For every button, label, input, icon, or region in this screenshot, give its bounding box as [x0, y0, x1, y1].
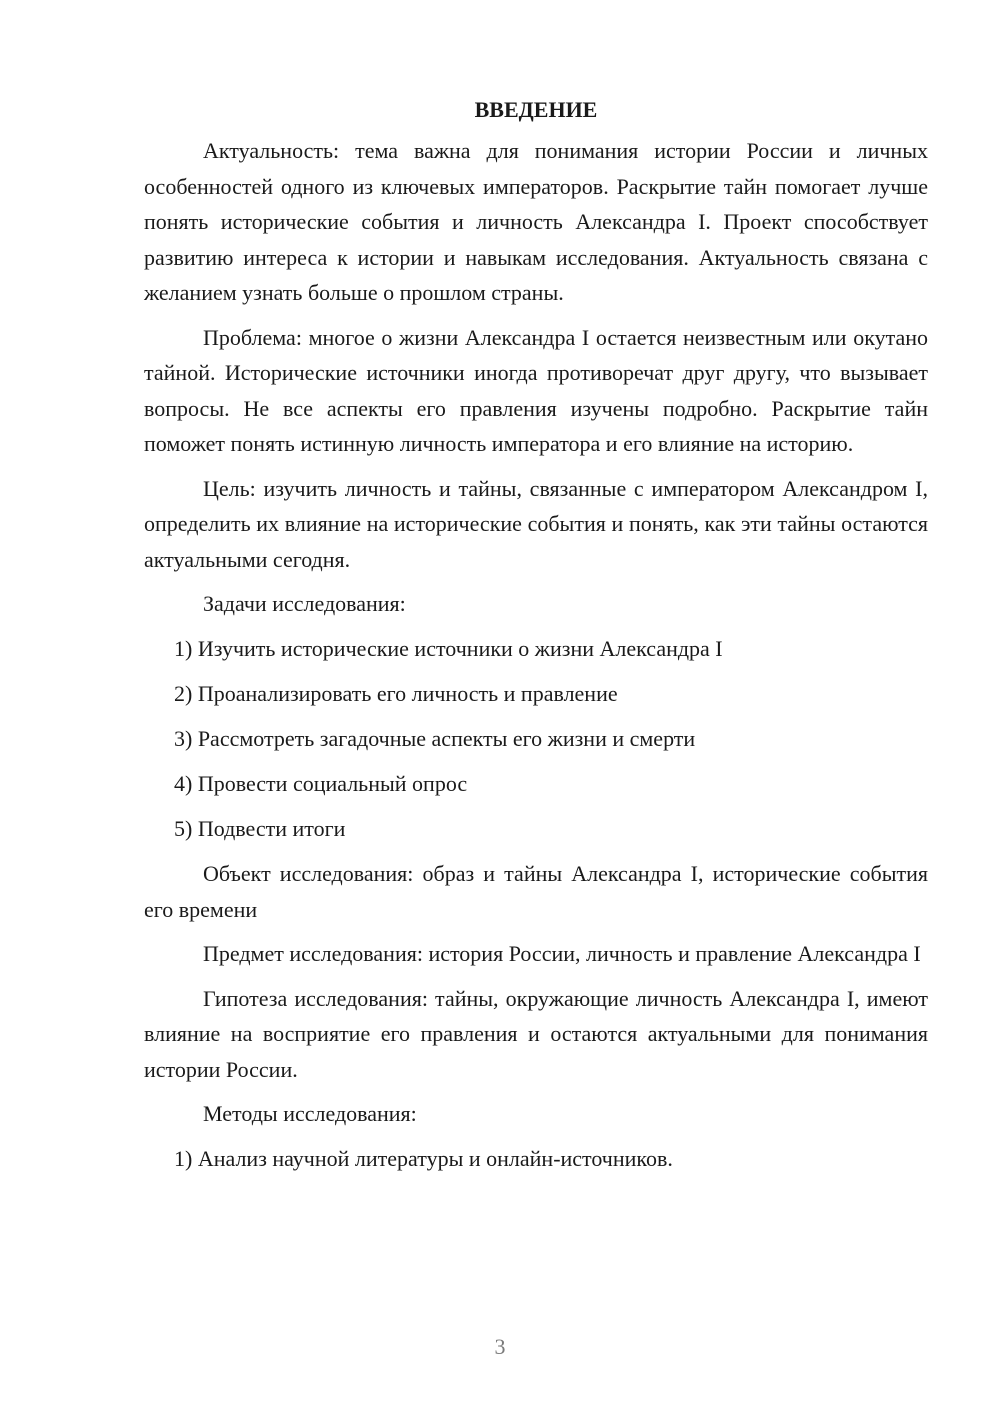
method-item: 1) Анализ научной литературы и онлайн-источников.	[174, 1146, 673, 1171]
methods-list	[144, 1141, 928, 1177]
tasks-list	[144, 631, 928, 847]
task-item: 4) Провести социальный опрос	[174, 771, 468, 796]
goal-paragraph: Цель: изучить личность и тайны, связанные с императором Александром I, определить их влияние на исторические события и понять, как эти тайны остаются актуальными сегодня.	[144, 475, 928, 572]
relevance-paragraph: Актуальность: тема важна для понимания истории России и личных особенностей одного из ключевых императоров. Раскрытие тайн помогает лучше понять исторические события и личность Александра I. Проект способствует развитию интереса к истории и навыкам исследования. Актуальность связана с желанием узнать больше о прошлом страны.	[144, 138, 928, 305]
task-item: 5) Подвести итоги	[174, 816, 346, 841]
subject-paragraph: Предмет исследования: история России, личность и правление Александра I	[203, 941, 921, 966]
task-item: 3) Рассмотреть загадочные аспекты его жизни и смерти	[174, 726, 696, 751]
tasks-label: Задачи исследования:	[203, 591, 406, 616]
page-content	[144, 92, 928, 1186]
hypothesis-paragraph: Гипотеза исследования: тайны, окружающие личность Александра I, имеют влияние на восприятие его правления и остаются актуальными для понимания истории России.	[144, 985, 928, 1082]
page-number: 3	[494, 1334, 506, 1359]
object-paragraph: Объект исследования: образ и тайны Александра I, исторические события его времени	[144, 861, 928, 922]
problem-paragraph: Проблема: многое о жизни Александра I остается неизвестным или окутано тайной. Исторические источники иногда противоречат друг другу, что вызывает вопросы. Не все аспекты его правления изучены подробно. Раскрытие тайн поможет понять истинную личность императора и его влияние на историю.	[144, 324, 928, 456]
task-item: 1) Изучить исторические источники о жизни Александра I	[174, 636, 723, 661]
methods-label: Методы исследования:	[203, 1101, 417, 1126]
section-heading: ВВЕДЕНИЕ	[474, 97, 598, 122]
task-item: 2) Проанализировать его личность и правление	[174, 681, 618, 706]
